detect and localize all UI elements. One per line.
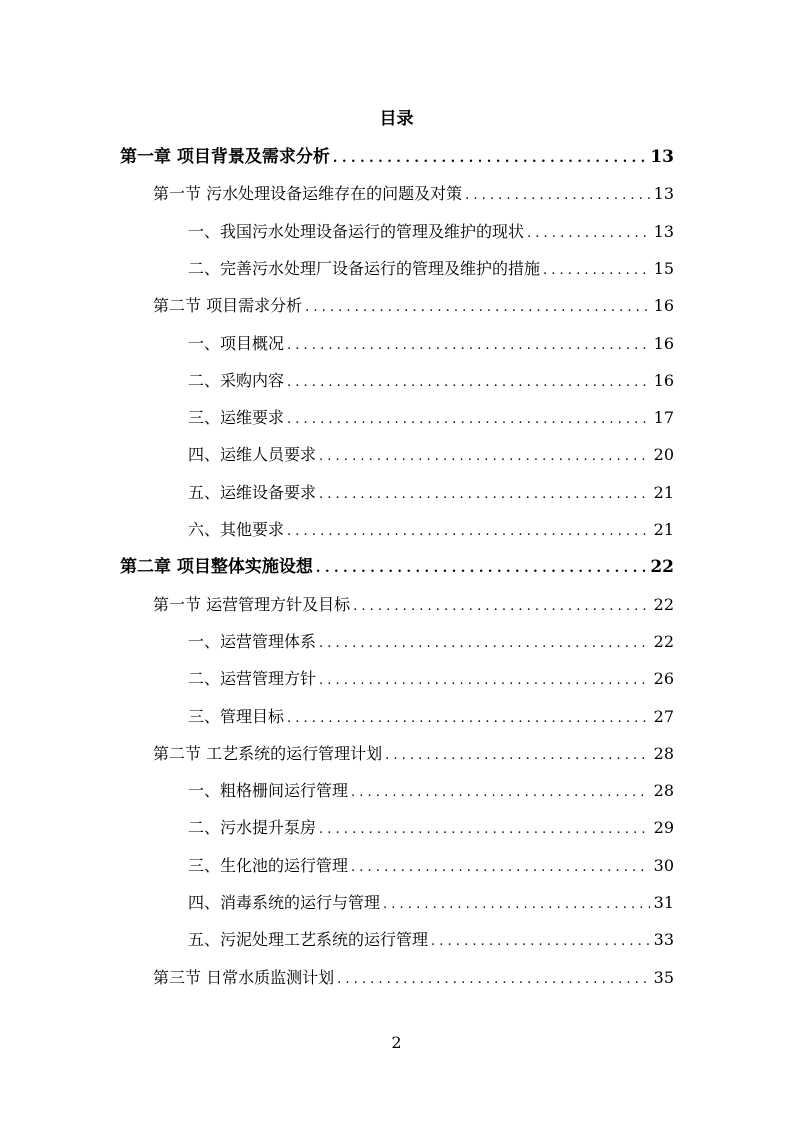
toc-subsection-entry[interactable] [188,667,674,691]
toc-entry-page: 28 [653,744,674,763]
toc-entry-label: 第一节 运营管理方针及目标 [153,595,351,614]
toc-entry-page: 21 [653,483,674,502]
dot-leader [284,371,650,395]
toc-entry-page: 28 [653,781,674,800]
dot-leader [540,259,650,283]
dot-leader [313,557,646,581]
toc-section-entry[interactable] [153,182,674,206]
toc-subsection-entry[interactable] [188,406,674,430]
dot-leader [302,296,650,320]
dot-leader [524,222,650,246]
page-number: 2 [391,1033,402,1052]
toc-subsection-entry[interactable] [188,705,674,729]
toc-subsection-entry[interactable] [188,481,674,505]
toc-entry-page: 31 [653,893,674,912]
toc-entry-page: 22 [650,557,674,577]
toc-entry-label: 三、生化池的运行管理 [188,856,349,875]
dot-leader [348,781,650,805]
toc-subsection-entry[interactable] [188,220,674,244]
toc-entry-label: 三、管理目标 [188,707,285,726]
toc-entry-page: 16 [653,334,674,353]
toc-entry-label: 第二章 项目整体实施设想 [120,557,313,577]
dot-leader [316,632,650,656]
toc-entry-label: 一、项目概况 [188,334,285,353]
toc-entry-label: 第一章 项目背景及需求分析 [120,147,330,167]
toc-entry-page: 33 [653,930,674,949]
toc-entry-page: 21 [653,520,674,539]
toc-entry-page: 29 [653,818,674,837]
toc-entry-page: 30 [653,856,674,875]
dot-leader [330,147,646,171]
toc-entry-page: 16 [653,371,674,390]
toc-entry-page: 20 [653,445,674,464]
toc-entry-page: 26 [653,669,674,688]
dot-leader [462,184,650,208]
dot-leader [284,520,650,544]
dot-leader [284,707,650,731]
toc-section-entry[interactable] [153,742,674,766]
toc-subsection-entry[interactable] [188,779,674,803]
toc-subsection-entry[interactable] [188,854,674,878]
toc-subsection-entry[interactable] [188,891,674,915]
toc-entry-label: 五、污泥处理工艺系统的运行管理 [188,930,429,949]
toc-entry-label: 第三节 日常水质监测计划 [153,968,335,987]
toc-chapter-entry[interactable] [120,145,674,169]
dot-leader [350,595,650,619]
toc-entry-label: 第二节 项目需求分析 [153,296,303,315]
dot-leader [316,445,650,469]
toc-entry-label: 二、完善污水处理厂设备运行的管理及维护的措施 [188,259,541,278]
toc-subsection-entry[interactable] [188,257,674,281]
toc-subsection-entry[interactable] [188,369,674,393]
toc-entry-page: 35 [653,968,674,987]
toc-chapter-entry[interactable] [120,555,674,579]
dot-leader [380,893,650,917]
toc-section-entry[interactable] [153,294,674,318]
dot-leader [348,856,650,880]
toc-entry-label: 一、粗格栅间运行管理 [188,781,349,800]
dot-leader [316,818,650,842]
toc-entry-label: 二、采购内容 [188,371,285,390]
toc-entry-label: 一、运营管理体系 [188,632,317,651]
dot-leader [284,408,650,432]
toc-subsection-entry[interactable] [188,332,674,356]
dot-leader [334,968,650,992]
toc-entry-label: 三、运维要求 [188,408,285,427]
toc-subsection-entry[interactable] [188,518,674,542]
toc-subsection-entry[interactable] [188,928,674,952]
toc-entry-label: 六、其他要求 [188,520,285,539]
toc-entry-label: 二、污水提升泵房 [188,818,317,837]
toc-entry-page: 15 [653,259,674,278]
toc-subsection-entry[interactable] [188,630,674,654]
dot-leader [316,669,650,693]
toc-section-entry[interactable] [153,593,674,617]
toc-entry-page: 13 [650,147,674,167]
toc-entry-label: 五、运维设备要求 [188,483,317,502]
toc-entry-page: 13 [653,184,674,203]
toc-entry-label: 四、运维人员要求 [188,445,317,464]
toc-entry-page: 22 [653,595,674,614]
toc-entry-page: 27 [653,707,674,726]
toc-title: 目录 [379,109,414,129]
toc-entry-page: 17 [653,408,674,427]
toc-subsection-entry[interactable] [188,443,674,467]
toc-entry-page: 22 [653,632,674,651]
dot-leader [284,334,650,358]
dot-leader [428,930,650,954]
toc-entry-label: 四、消毒系统的运行与管理 [188,893,381,912]
toc-entry-label: 第二节 工艺系统的运行管理计划 [153,744,383,763]
toc-entry-label: 第一节 污水处理设备运维存在的问题及对策 [153,184,463,203]
dot-leader [316,483,650,507]
dot-leader [382,744,650,768]
toc-entry-label: 二、运营管理方针 [188,669,317,688]
toc-section-entry[interactable] [153,966,674,990]
toc-entry-page: 16 [653,296,674,315]
toc-entry-label: 一、我国污水处理设备运行的管理及维护的现状 [188,222,525,241]
toc-subsection-entry[interactable] [188,816,674,840]
toc-entry-page: 13 [653,222,674,241]
